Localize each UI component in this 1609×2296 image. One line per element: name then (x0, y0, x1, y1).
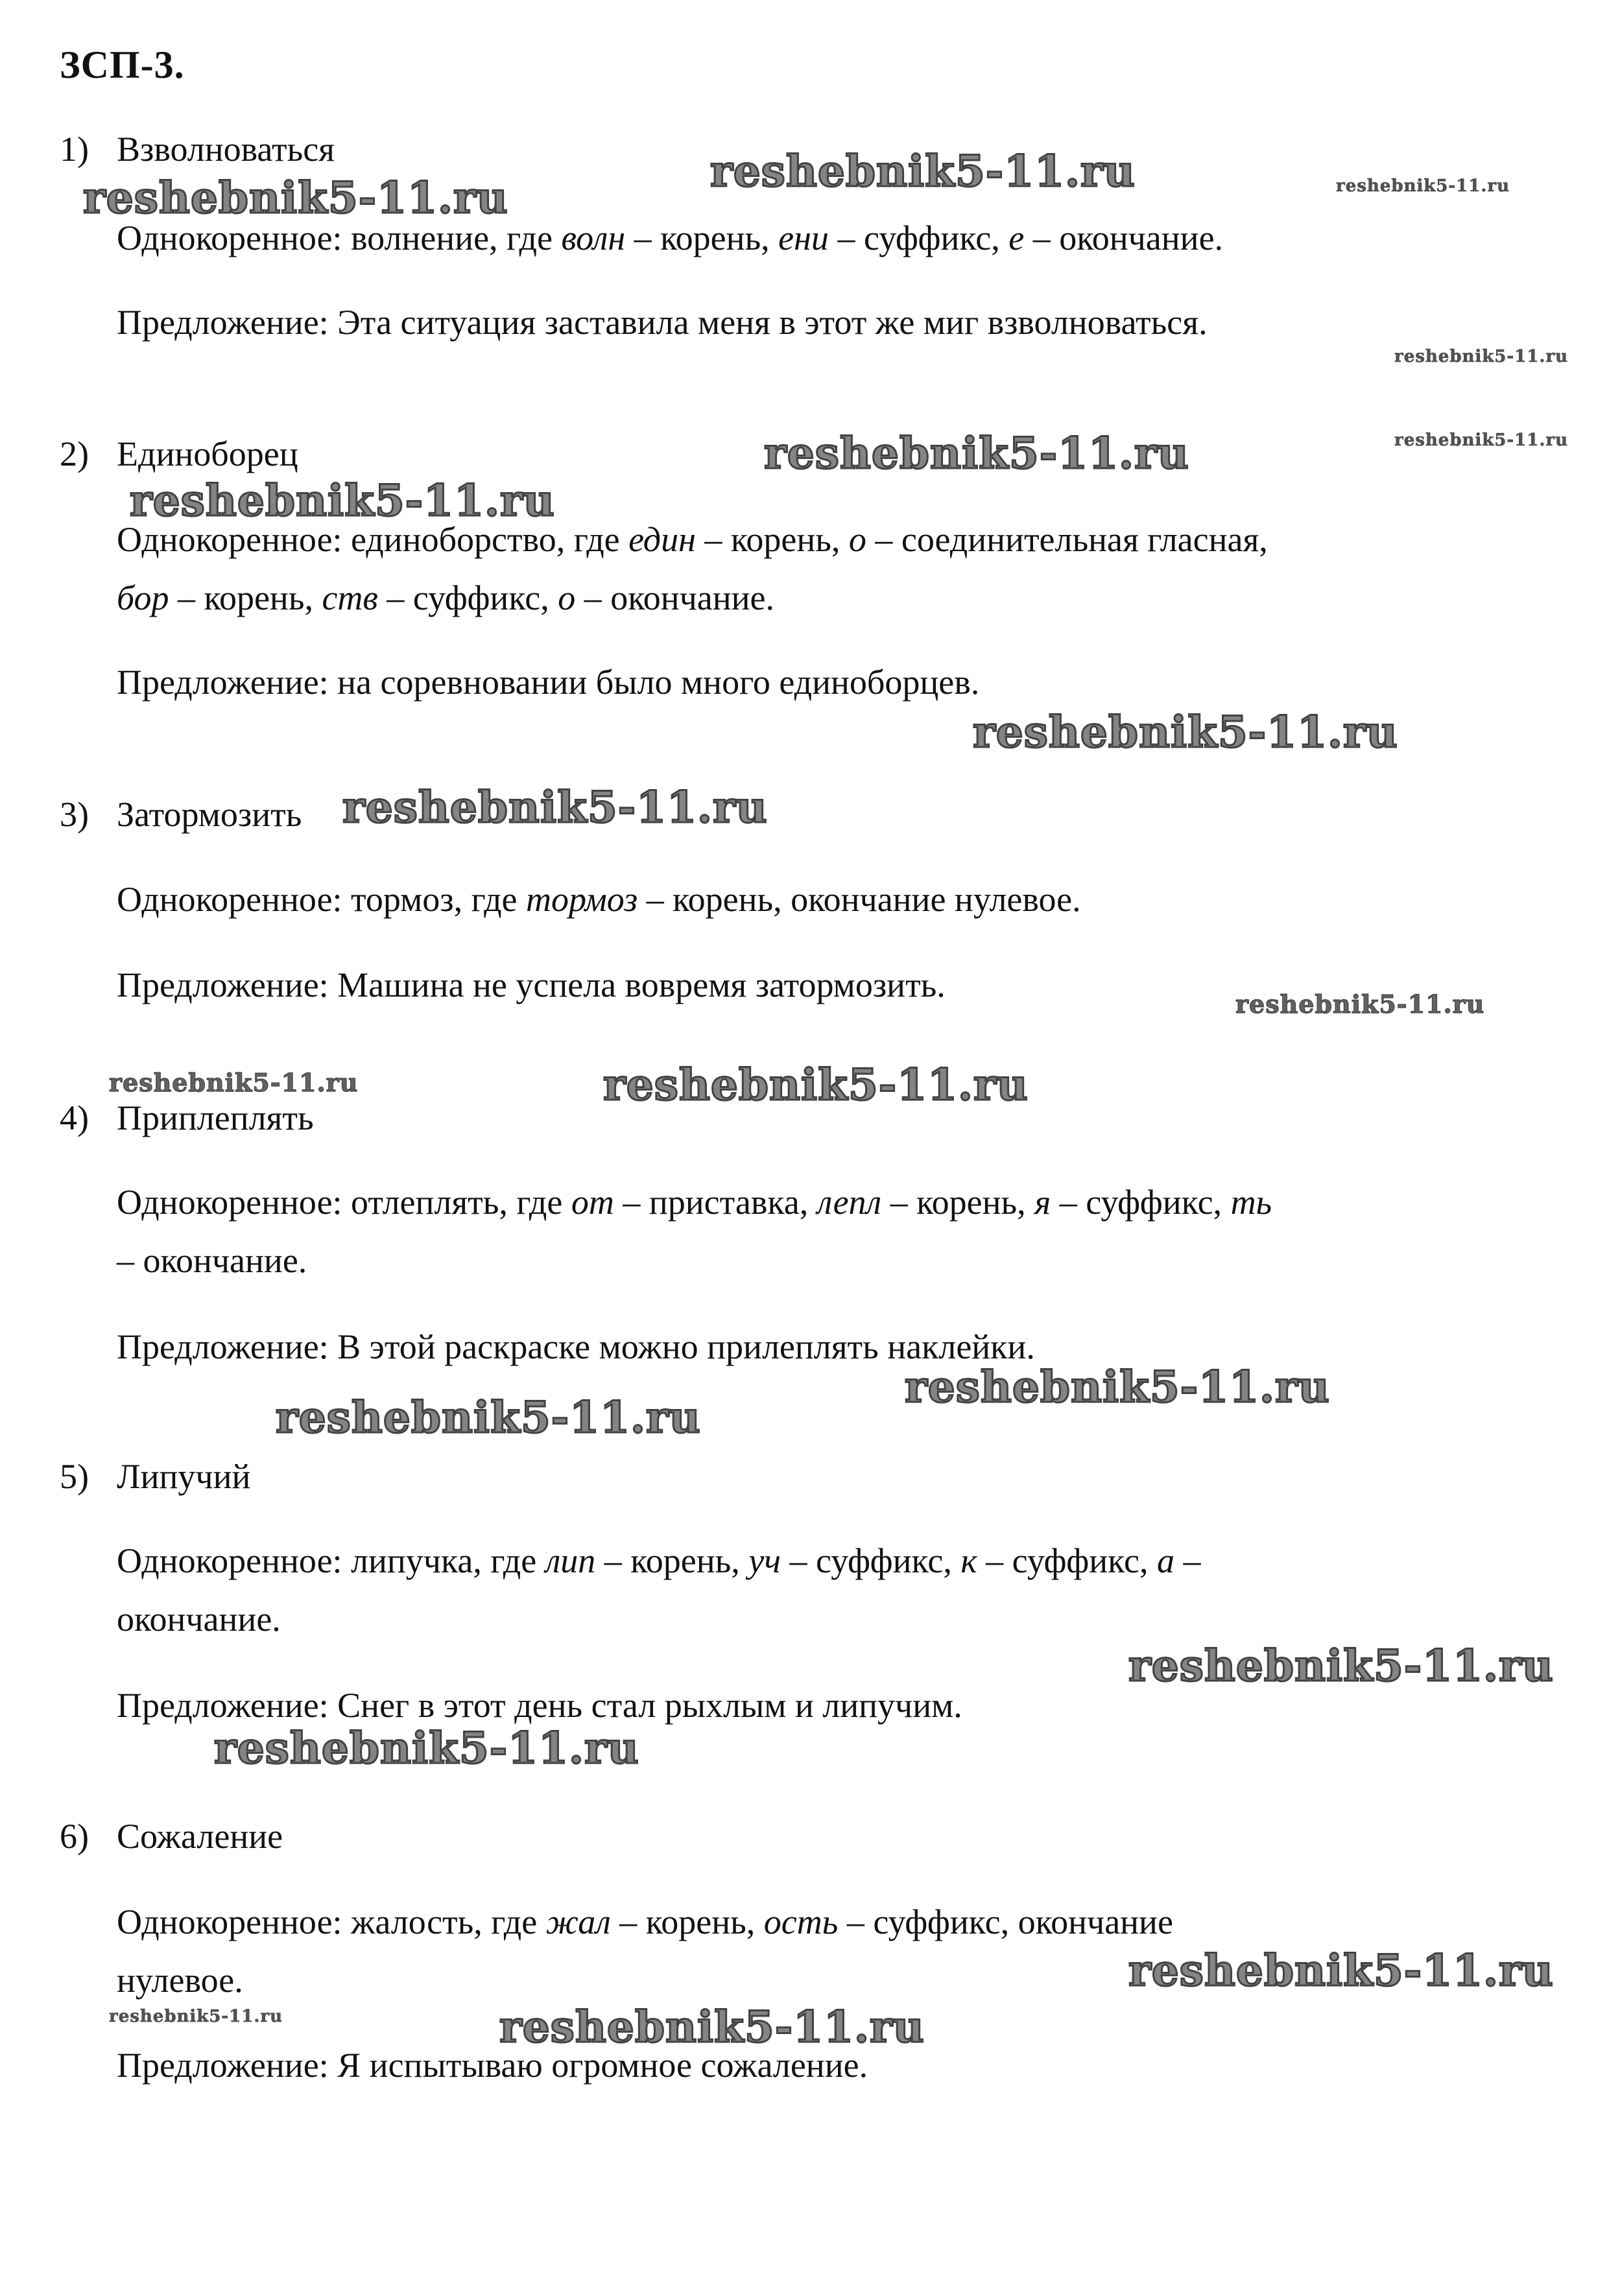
sentence-line: Предложение: Эта ситуация заставила меня в этот же миг взволноваться. (117, 303, 1208, 342)
text-segment: – окончание. (575, 578, 774, 617)
cognate-line (117, 879, 1081, 920)
text-segment: окончание. (117, 1600, 281, 1639)
watermark: reshebnik5-11.ru (342, 782, 768, 833)
morpheme-italic: а (1156, 1541, 1174, 1580)
watermark: reshebnik5-11.ru (499, 2002, 925, 2052)
watermark: reshebnik5-11.ru (710, 146, 1136, 196)
watermark: reshebnik5-11.ru (764, 428, 1189, 479)
morpheme-italic: я (1034, 1183, 1051, 1222)
item-number: 4) (60, 1098, 89, 1137)
text-segment: нулевое. (117, 1961, 243, 2000)
cognate-line (117, 1598, 281, 1640)
text-segment: – корень, (881, 1183, 1035, 1222)
text-segment: – суффикс, (781, 1541, 961, 1580)
cognate-line (117, 1901, 1173, 1943)
sentence-line: Предложение: Я испытываю огромное сожаление. (117, 2046, 868, 2085)
item-word: Приплеплять (117, 1098, 314, 1137)
sentence-line: Предложение: Машина не успела вовремя затормозить. (117, 965, 946, 1004)
morpheme-italic: лип (545, 1541, 596, 1580)
sentence-line: Предложение: В этой раскраске можно прилеплять наклейки. (117, 1327, 1035, 1366)
watermark: reshebnik5-11.ru (905, 1362, 1330, 1412)
watermark: reshebnik5-11.ru (276, 1392, 701, 1443)
text-segment: – корень, (625, 219, 779, 257)
cognate-line (117, 1540, 1200, 1581)
item-word: Взволноваться (117, 130, 335, 169)
morpheme-italic: от (571, 1183, 614, 1222)
text-segment: – приставка, (614, 1183, 817, 1222)
morpheme-italic: волн (561, 219, 626, 257)
cognate-line (117, 1240, 307, 1281)
morpheme-italic: бор (117, 578, 169, 617)
text-segment: – суффикс, (977, 1541, 1157, 1580)
item-number: 1) (60, 130, 89, 169)
watermark: reshebnik5-11.ru (1235, 989, 1485, 1019)
morpheme-italic: уч (748, 1541, 781, 1580)
watermark: reshebnik5-11.ru (109, 1068, 359, 1097)
watermark: reshebnik5-11.ru (603, 1059, 1029, 1110)
background-ghost-mark (1012, 545, 1052, 657)
text-segment: Однокоренное: липучка, где (117, 1541, 545, 1580)
cognate-line (117, 1181, 1272, 1223)
morpheme-italic: ость (763, 1902, 839, 1941)
text-segment: – корень, (169, 578, 322, 617)
item-number: 5) (60, 1457, 89, 1496)
morpheme-italic: ть (1230, 1183, 1272, 1222)
text-segment: Однокоренное: отлеплять, где (117, 1183, 571, 1222)
item-number: 3) (60, 795, 89, 834)
morpheme-italic: е (1008, 219, 1025, 257)
watermark: reshebnik5-11.ru (130, 475, 555, 526)
item-word: Единоборец (117, 434, 298, 473)
text-segment: – суффикс, (828, 219, 1009, 257)
text-segment: – корень, (595, 1541, 749, 1580)
watermark: reshebnik5-11.ru (214, 1723, 639, 1773)
watermark: reshebnik5-11.ru (109, 2007, 283, 2026)
morpheme-italic: о (848, 520, 866, 559)
sentence-line: Предложение: на соревновании было много единоборцев. (117, 663, 980, 702)
watermark: reshebnik5-11.ru (1128, 1640, 1554, 1691)
morpheme-italic: ени (778, 219, 829, 257)
watermark: reshebnik5-11.ru (1336, 176, 1510, 196)
text-segment: – корень, (610, 1902, 764, 1941)
text-segment: – суффикс, (1051, 1183, 1231, 1222)
text-segment: – окончание. (1024, 219, 1224, 257)
watermark: reshebnik5-11.ru (973, 707, 1398, 757)
morpheme-italic: к (960, 1541, 977, 1580)
item-word: Затормозить (117, 795, 302, 834)
text-segment: Однокоренное: тормоз, где (117, 880, 527, 919)
text-segment: – соединительная гласная, (866, 520, 1268, 559)
watermark: reshebnik5-11.ru (1394, 347, 1569, 366)
watermark: reshebnik5-11.ru (1394, 431, 1569, 450)
watermark: reshebnik5-11.ru (83, 172, 508, 223)
morpheme-italic: о (558, 578, 576, 617)
cognate-line (117, 577, 774, 619)
text-segment: – корень, (695, 520, 849, 559)
text-segment: – суффикс, окончание (838, 1902, 1173, 1941)
text-segment: – корень, окончание нулевое. (638, 880, 1081, 919)
text-segment: Однокоренное: единоборство, где (117, 520, 629, 559)
morpheme-italic: един (628, 520, 696, 559)
morpheme-italic: ств (322, 578, 378, 617)
morpheme-italic: тормоз (526, 880, 638, 919)
page-title: ЗСП-3. (60, 43, 185, 86)
item-number: 2) (60, 434, 89, 473)
text-segment: – (1174, 1541, 1201, 1580)
item-word: Сожаление (117, 1817, 283, 1856)
text-segment: – окончание. (117, 1241, 307, 1280)
watermark: reshebnik5-11.ru (1128, 1945, 1554, 1996)
cognate-line (117, 1959, 243, 2001)
morpheme-italic: жал (545, 1902, 611, 1941)
text-segment: – суффикс, (377, 578, 558, 617)
item-word: Липучий (117, 1457, 251, 1496)
text-segment: Однокоренное: жалость, где (117, 1902, 546, 1941)
text-segment: Однокоренное: волнение, где (117, 219, 562, 257)
morpheme-italic: лепл (816, 1183, 882, 1222)
sentence-line: Предложение: Снег в этот день стал рыхлым и липучим. (117, 1686, 962, 1725)
cognate-line (117, 217, 1223, 259)
item-number: 6) (60, 1817, 89, 1856)
